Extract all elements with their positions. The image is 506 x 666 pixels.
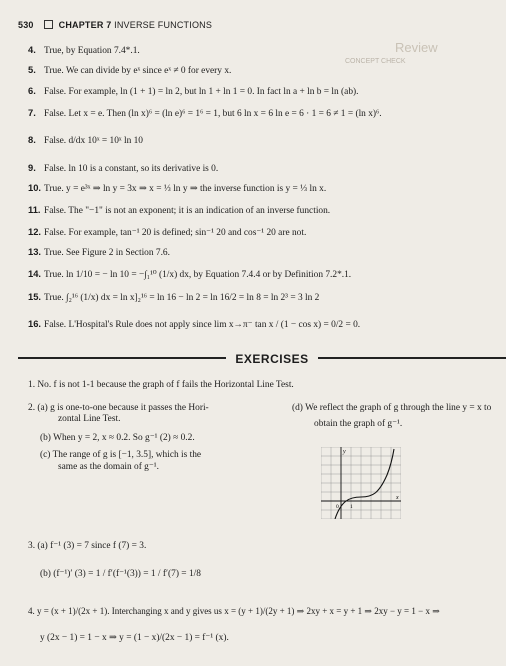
answer-item <box>28 44 140 56</box>
exercise-2d-line2: obtain the graph of g⁻¹. <box>314 419 403 429</box>
answer-text: False. d/dx 10ˣ = 10ˣ ln 10 <box>44 136 143 146</box>
answer-number: 14. <box>28 268 42 279</box>
graph-of-g-inverse <box>321 447 401 519</box>
answer-item <box>28 226 306 238</box>
answer-number: 11. <box>28 204 41 215</box>
answer-number: 4. <box>28 44 36 55</box>
answer-text: True. ∫₂¹⁶ (1/x) dx = ln x]₂¹⁶ = ln 16 − ln 2 = ln 16/2 = ln 8 = ln 2³ = 3 ln 2 <box>44 293 320 303</box>
answer-text: False. Let x = e. Then (ln x)⁶ = (ln e)⁶ = 1⁶ = 1, but 6 ln x = 6 ln e = 6 · 1 = 6 ≠ 1 = (ln x)⁶. <box>44 109 382 119</box>
answer-text: True. See Figure 2 in Section 7.6. <box>44 248 170 258</box>
exercise-1: 1. No. f is not 1-1 because the graph of f fails the Horizontal Line Test. <box>28 380 294 390</box>
grid <box>321 447 401 519</box>
exercise-3b: (b) (f⁻¹)′ (3) = 1 / f′(f⁻¹(3)) = 1 / f′(7) = 1/8 <box>40 569 201 579</box>
answer-number: 8. <box>28 134 36 145</box>
answer-text: True. y = e³ˣ ⇒ ln y = 3x ⇒ x = ⅓ ln y ⇒ the inverse function is y = ⅓ ln x. <box>44 184 327 194</box>
exercise-2c-line2: same as the domain of g⁻¹. <box>58 462 159 472</box>
answer-item <box>28 268 351 280</box>
chapter-label: CHAPTER 7 <box>58 20 112 30</box>
graph-y-label: y <box>343 449 346 455</box>
answer-text: False. The "−1" is not an exponent; it is an indication of an inverse function. <box>44 206 331 216</box>
exercise-2a-line2: zontal Line Test. <box>58 414 121 424</box>
answer-number: 10. <box>28 182 42 193</box>
chapter-title: INVERSE FUNCTIONS <box>114 20 213 30</box>
answer-item <box>28 107 382 119</box>
graph-x-label: x <box>396 495 399 501</box>
answer-item <box>28 204 330 216</box>
g-inverse-curve <box>335 449 394 519</box>
answer-text: False. ln 10 is a constant, so its derivative is 0. <box>44 164 219 174</box>
answer-item <box>28 64 231 76</box>
answer-item <box>28 246 170 258</box>
exercise-3a: 3. (a) f⁻¹ (3) = 7 since f (7) = 3. <box>28 541 147 551</box>
answer-number: 5. <box>28 64 36 75</box>
answer-text: True, by Equation 7.4*.1. <box>44 46 140 56</box>
exercise-2a-line1: 2. (a) g is one-to-one because it passes the Hori- <box>28 403 209 413</box>
answer-text: False. L'Hospital's Rule does not apply since lim x→π⁻ tan x / (1 − cos x) = 0/2 = 0. <box>44 320 361 330</box>
page-number: 530 <box>18 20 34 30</box>
answer-item <box>28 318 360 330</box>
exercise-4-line1: 4. y = (x + 1)/(2x + 1). Interchanging x and y gives us x = (y + 1)/(2y + 1) ⇒ 2xy + x = y + 1 ⇒ 2xy − y = 1 − x ⇒ <box>28 606 440 616</box>
graph-origin-label: 0 <box>336 504 339 510</box>
graph-one-label: 1 <box>350 504 353 510</box>
answer-number: 6. <box>28 85 36 96</box>
answer-number: 9. <box>28 162 36 173</box>
exercise-2b: (b) When y = 2, x ≈ 0.2. So g⁻¹ (2) ≈ 0.2. <box>40 433 195 443</box>
answer-number: 12. <box>28 226 42 237</box>
answer-text: True. ln 1/10 = − ln 10 = −∫₁¹⁰ (1/x) dx, by Equation 7.4.4 or by Definition 7.2*.1. <box>44 270 352 280</box>
ghost-concept: CONCEPT CHECK <box>345 58 406 65</box>
exercise-2d-line1: (d) We reflect the graph of g through the line y = x to <box>292 403 492 413</box>
answer-item <box>28 182 326 194</box>
ghost-review: Review <box>395 40 438 55</box>
answer-text: True. We can divide by eˣ since eˣ ≠ 0 for every x. <box>44 66 232 76</box>
answer-text: False. For example, tan⁻¹ 20 is defined; sin⁻¹ 20 and cos⁻¹ 20 are not. <box>44 228 307 238</box>
answer-item <box>28 85 358 97</box>
square-icon <box>44 20 53 29</box>
answer-item <box>28 291 319 303</box>
answer-number: 15. <box>28 291 42 302</box>
answer-item <box>28 134 143 146</box>
answer-number: 13. <box>28 246 42 257</box>
answer-number: 7. <box>28 107 36 118</box>
answer-item <box>28 162 218 174</box>
exercises-title: EXERCISES <box>226 352 318 366</box>
page-header <box>18 20 212 30</box>
exercise-2c-line1: (c) The range of g is [−1, 3.5], which is the <box>40 450 202 460</box>
exercise-4-line2: y (2x − 1) = 1 − x ⇒ y = (1 − x)/(2x − 1) = f⁻¹ (x). <box>40 633 229 643</box>
answer-text: False. For example, ln (1 + 1) = ln 2, but ln 1 + ln 1 = 0. In fact ln a + ln b = ln (ab). <box>44 87 359 97</box>
answer-number: 16. <box>28 318 42 329</box>
